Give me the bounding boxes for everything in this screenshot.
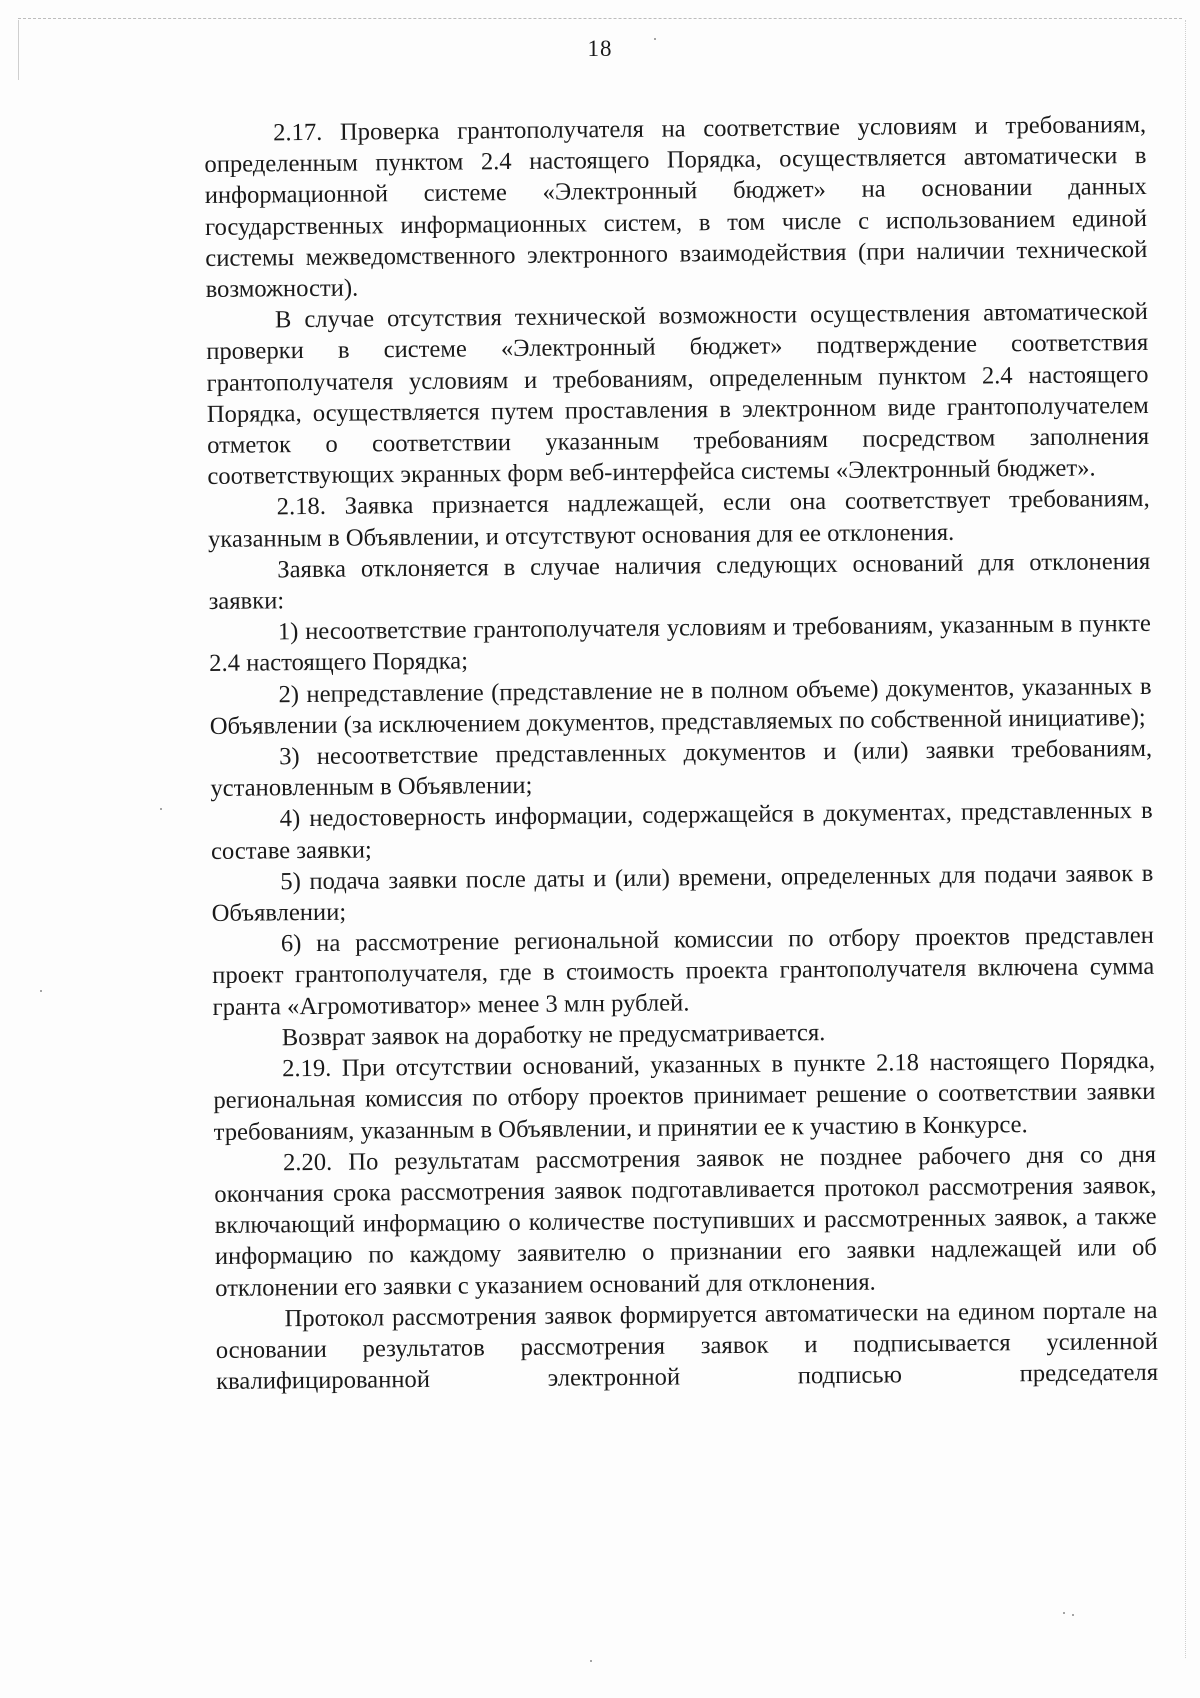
rejection-item-6: 6) на рассмотрение региональной комиссии по отбору проектов представлен проект грантополучателя, где в стоимость проекта грантополучателя включена сумма гранта «Агромотиватор» менее 3 млн рублей.: [212, 922, 1155, 1021]
rejection-item-4: 4) недостоверность информации, содержащейся в документах, представленных в составе заявки;: [210, 797, 1153, 865]
scan-speck: [1063, 1612, 1065, 1614]
paragraph-2-17: 2.17. Проверка грантополучателя на соответствие условиям и требованиям, определенным пунктом 2.4 настоящего Порядка, осуществляется автоматически в информационной системе «Электронный бюджет» на основании данных государственных информационных систем, в том числе с использованием единой системы межведомственного электронного взаимодействия (при наличии технической возможности).: [204, 110, 1148, 304]
scan-speck: [590, 1660, 592, 1662]
scan-edge-top: [18, 18, 1182, 19]
paragraph-no-return: Возврат заявок на доработку не предусматривается.: [281, 1018, 826, 1052]
paragraph-2-18: 2.18. Заявка признается надлежащей, если она соответствует требованиям, указанным в Объявлении, и отсутствуют основания для ее отклонения.: [207, 485, 1150, 553]
rejection-item-3: 3) несоответствие представленных документов и (или) заявки требованиям, установленным в Объявлении;: [210, 734, 1153, 803]
rejection-item-5: 5) подача заявки после даты и (или) времени, определенных для подачи заявок в Объявлении;: [211, 859, 1154, 928]
paragraph-rejection-intro: Заявка отклоняется в случае наличия следующих оснований для отклонения заявки:: [208, 547, 1151, 616]
scan-edge-right: [1185, 20, 1186, 1658]
rejection-item-1: 1) несоответствие грантополучателя условиям и требованиям, указанным в пункте 2.4 настоящего Порядка;: [209, 610, 1152, 678]
document-body: [204, 109, 1158, 1397]
page-number: 18: [587, 36, 613, 61]
paragraph-2-19: 2.19. При отсутствии оснований, указанных в пункте 2.18 настоящего Порядка, региональная комиссия по отбору проектов принимает решение о соответствии заявки требованиям, указанным в Объявлении, и принятии ее к участию в Конкурсе.: [213, 1047, 1156, 1146]
scan-speck: [1072, 1614, 1074, 1616]
scan-speck: [40, 990, 42, 992]
paragraph-2-20: 2.20. По результатам рассмотрения заявок не позднее рабочего дня со дня окончания срока рассмотрения заявок подготавливается протокол рассмотрения заявок, включающий информацию о количестве поступивших и рассмотренных заявок, а также информацию по каждому заявителю о признании его заявки надлежащей или об отклонении его заявки с указанием оснований для отклонения.: [214, 1140, 1158, 1302]
rejection-item-2: 2) непредставление (представление не в полном объеме) документов, указанных в Объявлении (за исключением документов, представляемых по собственной инициативе);: [209, 672, 1152, 740]
scan-speck: [160, 808, 162, 810]
scan-speck: [654, 38, 656, 40]
paragraph-2-17-alt: В случае отсутствия технической возможности осуществления автоматической проверки в системе «Электронный бюджет» подтверждение соответствия грантополучателя условиям и требованиям, определенным пунктом 2.4 настоящего Порядка, осуществляется путем проставления в электронном виде грантополучателем отметок о соответствии указанным требованиям посредством заполнения соответствующих экранных форм веб-интерфейса системы «Электронный бюджет».: [206, 298, 1150, 491]
paragraph-protocol: Протокол рассмотрения заявок формируется автоматически на едином портале на основании результатов рассмотрения заявок и подписывается усиленной квалифицированной электронной подписью председателя: [215, 1296, 1159, 1396]
